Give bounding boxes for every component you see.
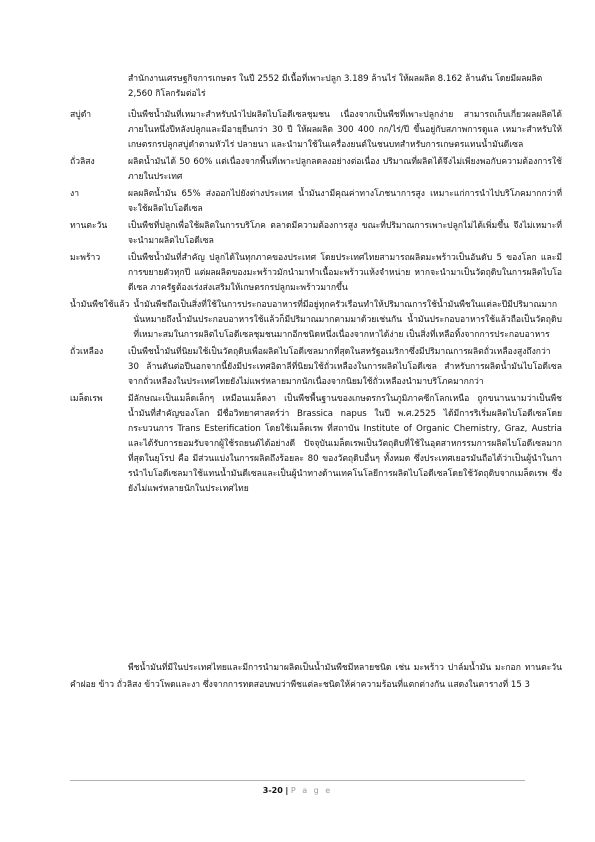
entry-term: น้ำมันพืชใช้แล้ว (70, 300, 130, 310)
entry-description: เป็นพืชน้ำมันที่เหมาะสำหรับนำไปผลิตไบโอดีเซลชุมชน เนื่องจากเป็นพืชที่เพาะปลูกง่าย สามารถเก็บเกี่ยวผลผลิตได้ภายในหนึ่งปีหลังปลูกและมีอายุยืนกว่า 30 ปี ให้ผลผลิต 300 400 กก/ไร่/ปี ขึ้นอยู่กับสภาพการดูแล เหมาะสำหรับให้เกษตรกรปลูกสบู่ดำตามหัวไร่ ปลายนา และนำมาใช้ในเครื่องยนต์ในชนบทสำหรับการเกษตรแทนน้ำมันดีเซล (128, 110, 562, 150)
footer-divider (70, 780, 525, 781)
footer-separator: | (285, 786, 289, 795)
entry-description: ผลิตน้ำมันได้ 50 60% แต่เนื่องจากพื้นที่เพาะปลูกลดลงอย่างต่อเนื่อง ปริมาณที่ผลิตได้จึงไม่เพียงพอกับความต้องการใช้ภายในประเทศ (128, 157, 562, 182)
entry-sesame (70, 187, 562, 217)
entry-rapeseed (70, 392, 562, 497)
entry-description: ผลผลิตน้ำมัน 65% ส่งออกไปยังต่างประเทศ น้ำมันงามีคุณค่าทางโภชนาการสูง เหมาะแก่การนำไปบริโภคมากกว่าที่จะใช้ผลิตไบโอดีเซล (128, 189, 562, 214)
entry-description: น้ำมันพืชถือเป็นสิ่งที่ใช้ในการประกอบอาหารที่มีอยู่ทุกครัวเรือนทำให้ปริมาณการใช้น้ำมันพืชในแต่ละปีมีปริมาณมากนั่นหมายถึงน้ำมันประกอบอาหารใช้แล้วก็มีปริมาณมากตามมาด้วยเช่นกัน น้ำมันประกอบอาหารใช้แล้วถือเป็นวัตถุดิบที่เหมาะสมในการผลิตไบโอดีเซลชุมชนมากอีกชนิดหนึ่งเนื่องจากหาได้ง่าย เป็นสิ่งที่เหลือทิ้งจากการประกอบอาหาร (133, 300, 562, 340)
entry-soybean (70, 345, 562, 390)
page-footer (0, 786, 595, 795)
entry-term: ทานตะวัน (70, 221, 108, 231)
entry-term: งา (70, 189, 80, 199)
oil-crop-list (70, 108, 562, 499)
entry-description: มีลักษณะเป็นเมล็ดเล็กๆ เหมือนเมล็ดงา เป็นพืชพื้นฐานของเกษตรกรในภูมิภาคซีกโลกเหนือ ถูกขนานนามว่าเป็นพืชน้ำมันที่สำคัญของโลก มีชื่อวิทยาศาสตร์ว่า Brassica napus ในปี พ.ศ.2525 ได้มีการริเริ่มผลิตไบโอดีเซลโดยกระบวนการ Trans Esterification โดยใช้เมล็ดเรพ ที่สถาบัน Institute of Organic Chemistry, Graz, Austria และได้รับการยอมรับจากผู้ใช้รถยนต์ได้อย่างดี ปัจจุบันเมล็ดเรพเป็นวัตถุดิบที่ใช้ในอุตสาหกรรมการผลิตไบโอดีเซลมากที่สุดในยุโรป คือ มีส่วนแบ่งในการผลิตถึงร้อยละ 80 ของวัตถุดิบอื่นๆ ทั้งหมด ซึ่งประเทศเยอรมันถือได้ว่าเป็นผู้นำในการนำไบโอดีเซลมาใช้แทนน้ำมันดีเซลและเป็นผู้นำทางด้านเทคโนโลยีการผลิตไบโอดีเซลโดยใช้วัตถุดิบจากเมล็ดเรพ ซึ่งยังไม่แพร่หลายนักในประเทศไทย (128, 394, 562, 494)
entry-term: ถั่วเหลือง (70, 347, 104, 357)
entry-used-cooking-oil (70, 298, 562, 343)
entry-sunflower (70, 219, 562, 249)
page-label: P a g e (290, 786, 333, 795)
closing-paragraph: พืชน้ำมันที่มีในประเทศไทยและมีการนำมาผลิตเป็นน้ำมันพืชมีหลายชนิด เช่น มะพร้าว ปาล์มน้ำมัน มะกอก ทานตะวัน คำฝอย ข้าว ถั่วลิสง ข้าวโพดและงา ซึ่งจากการทดสอบพบว่าพืชแต่ละชนิดให้ค่าความร้อนที่แตกต่างกัน แสดงในตารางที่ 15 3 (70, 663, 562, 690)
entry-term: ถั่วลิสง (70, 157, 95, 167)
page-number: 3-20 (262, 786, 283, 795)
entry-description: เป็นพืชน้ำมันที่สำคัญ ปลูกได้ในทุกภาคของประเทศ โดยประเทศไทยสามารถผลิตมะพร้าวเป็นอันดับ 5 ของโลก และมีการขยายตัวทุกปี แต่ผลผลิตของมะพร้าวมักนำมาทำเนื้อมะพร้าวแห้งจำหน่าย หากจะนำมาเป็นวัตถุดิบในการผลิตไบโอดีเซล ภาครัฐต้องเร่งส่งเสริมให้เกษตรกรปลูกมะพร้าวมากขึ้น (128, 253, 562, 293)
entry-term: เมล็ดเรพ (70, 394, 103, 404)
entry-description: เป็นพืชที่ปลูกเพื่อใช้ผลิตในการบริโภค ตลาดมีความต้องการสูง ขณะที่ปริมาณการเพาะปลูกไม่ได้เพิ่มขึ้น จึงไม่เหมาะที่จะนำมาผลิตไบโอดีเซล (128, 221, 562, 246)
intro-paragraph: สำนักงานเศรษฐกิจการเกษตร ในปี 2552 มีเนื้อที่เพาะปลูก 3.189 ล้านไร่ ให้ผลผลิต 8.162 ล้านตัน โดยมีผลผลิต 2,560 กิโลกรัมต่อไร่ (128, 74, 543, 99)
entry-coconut (70, 251, 562, 296)
entry-peanut (70, 155, 562, 185)
entry-jatropha (70, 108, 562, 153)
entry-term: มะพร้าว (70, 253, 101, 263)
entry-term: สบู่ดำ (70, 110, 92, 120)
entry-description: เป็นพืชน้ำมันที่นิยมใช้เป็นวัตถุดิบเพื่อผลิตไบโอดีเซลมากที่สุดในสหรัฐอเมริกาซึ่งมีปริมาณการผลิตถั่วเหลืองสูงถึงกว่า 30 ล้านตันต่อปีนอกจากนี้ยังมีประเทศอิตาลีที่นิยมใช้ถั่วเหลืองในการผลิตไบโอดีเซล สำหรับการผลิตน้ำมันไบโอดีเซลจากถั่วเหลืองในประเทศไทยยังไม่แพร่หลายมากนักเนื่องจากนิยมใช้ถั่วเหลืองนำมาบริโภคมากกว่า (128, 347, 562, 387)
